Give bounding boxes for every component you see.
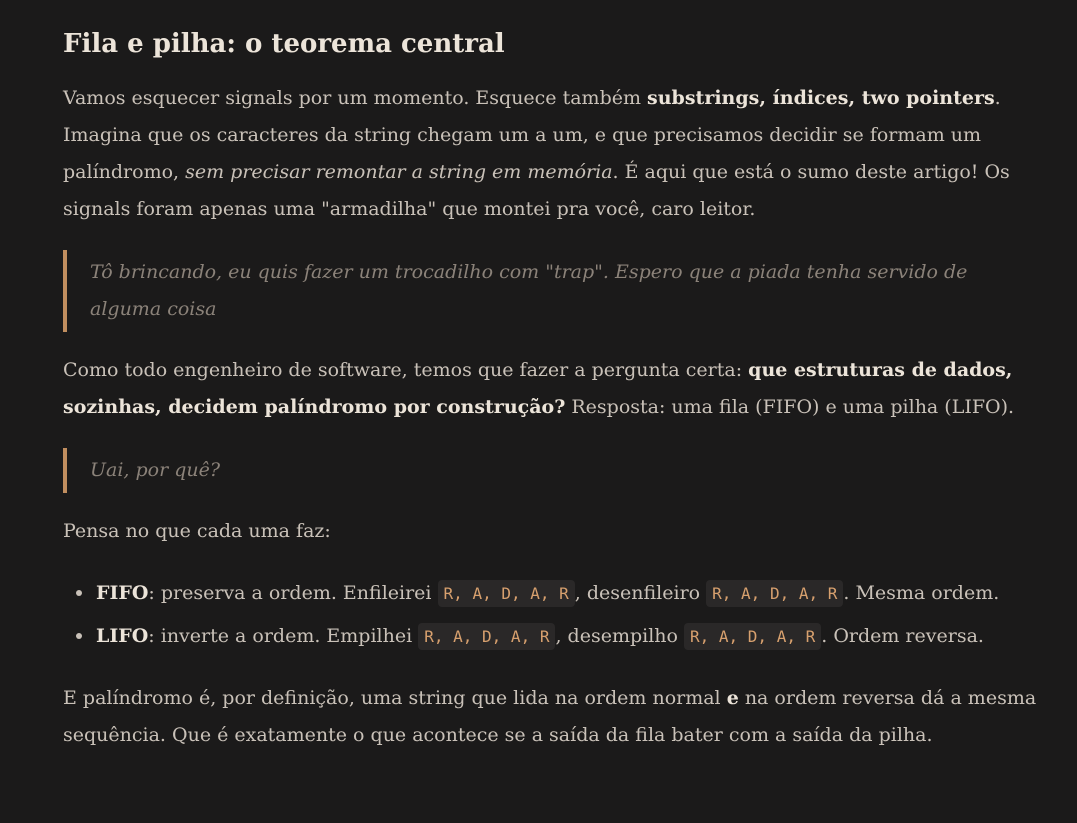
list-term: LIFO	[96, 625, 149, 647]
paragraph-conclusion: E palíndromo é, por definição, uma string que lida na ordem normal e na ordem reversa dá a mesma sequência. Que é exatamente o que acontece se a saída da fila bater com a saída da pilha.	[63, 687, 1037, 746]
blockquote-why: Uai, por quê?	[63, 448, 1038, 493]
list-item-fifo: FIFO: preserva a ordem. Enfileirei R, A, D, A, R , desenfileiro R, A, D, A, R . Mesma ordem.	[96, 572, 1038, 615]
bullet-list	[63, 572, 1038, 658]
emphasis-bold: substrings, índices, two pointers	[647, 87, 995, 109]
blockquote-joke: Tô brincando, eu quis fazer um trocadilho com "trap". Espero que a piada tenha servido de alguma coisa	[63, 250, 1038, 332]
list-term: FIFO	[96, 582, 149, 604]
inline-code: R, A, D, A, R	[438, 580, 575, 607]
list-item-lifo: LIFO: inverte a ordem. Empilhei R, A, D, A, R , desempilho R, A, D, A, R . Ordem reversa.	[96, 615, 1038, 658]
paragraph-intro: Vamos esquecer signals por um momento. Esquece também substrings, índices, two pointers. Imagina que os caracteres da string chegam um a um, e que precisamos decidir se formam um palíndromo, sem precisar remontar a string em memória. É aqui que está o sumo deste artigo! Os signals foram apenas uma "armadilha" que montei pra você, caro leitor.	[63, 87, 1010, 220]
section-heading: Fila e pilha: o teorema central	[63, 29, 505, 59]
emphasis-italic: sem precisar remontar a string em memória	[185, 161, 613, 183]
emphasis-bold: que estruturas de dados, sozinhas, decidem palíndromo por construção?	[63, 359, 1013, 418]
paragraph-question: Como todo engenheiro de software, temos que fazer a pergunta certa: que estruturas de dados, sozinhas, decidem palíndromo por construção? Resposta: uma fila (FIFO) e uma pilha (LIFO).	[63, 359, 1015, 418]
inline-code: R, A, D, A, R	[684, 623, 821, 650]
emphasis-bold: e	[726, 687, 739, 709]
inline-code: R, A, D, A, R	[706, 580, 843, 607]
paragraph-lead: Pensa no que cada uma faz:	[63, 520, 331, 542]
inline-code: R, A, D, A, R	[418, 623, 555, 650]
